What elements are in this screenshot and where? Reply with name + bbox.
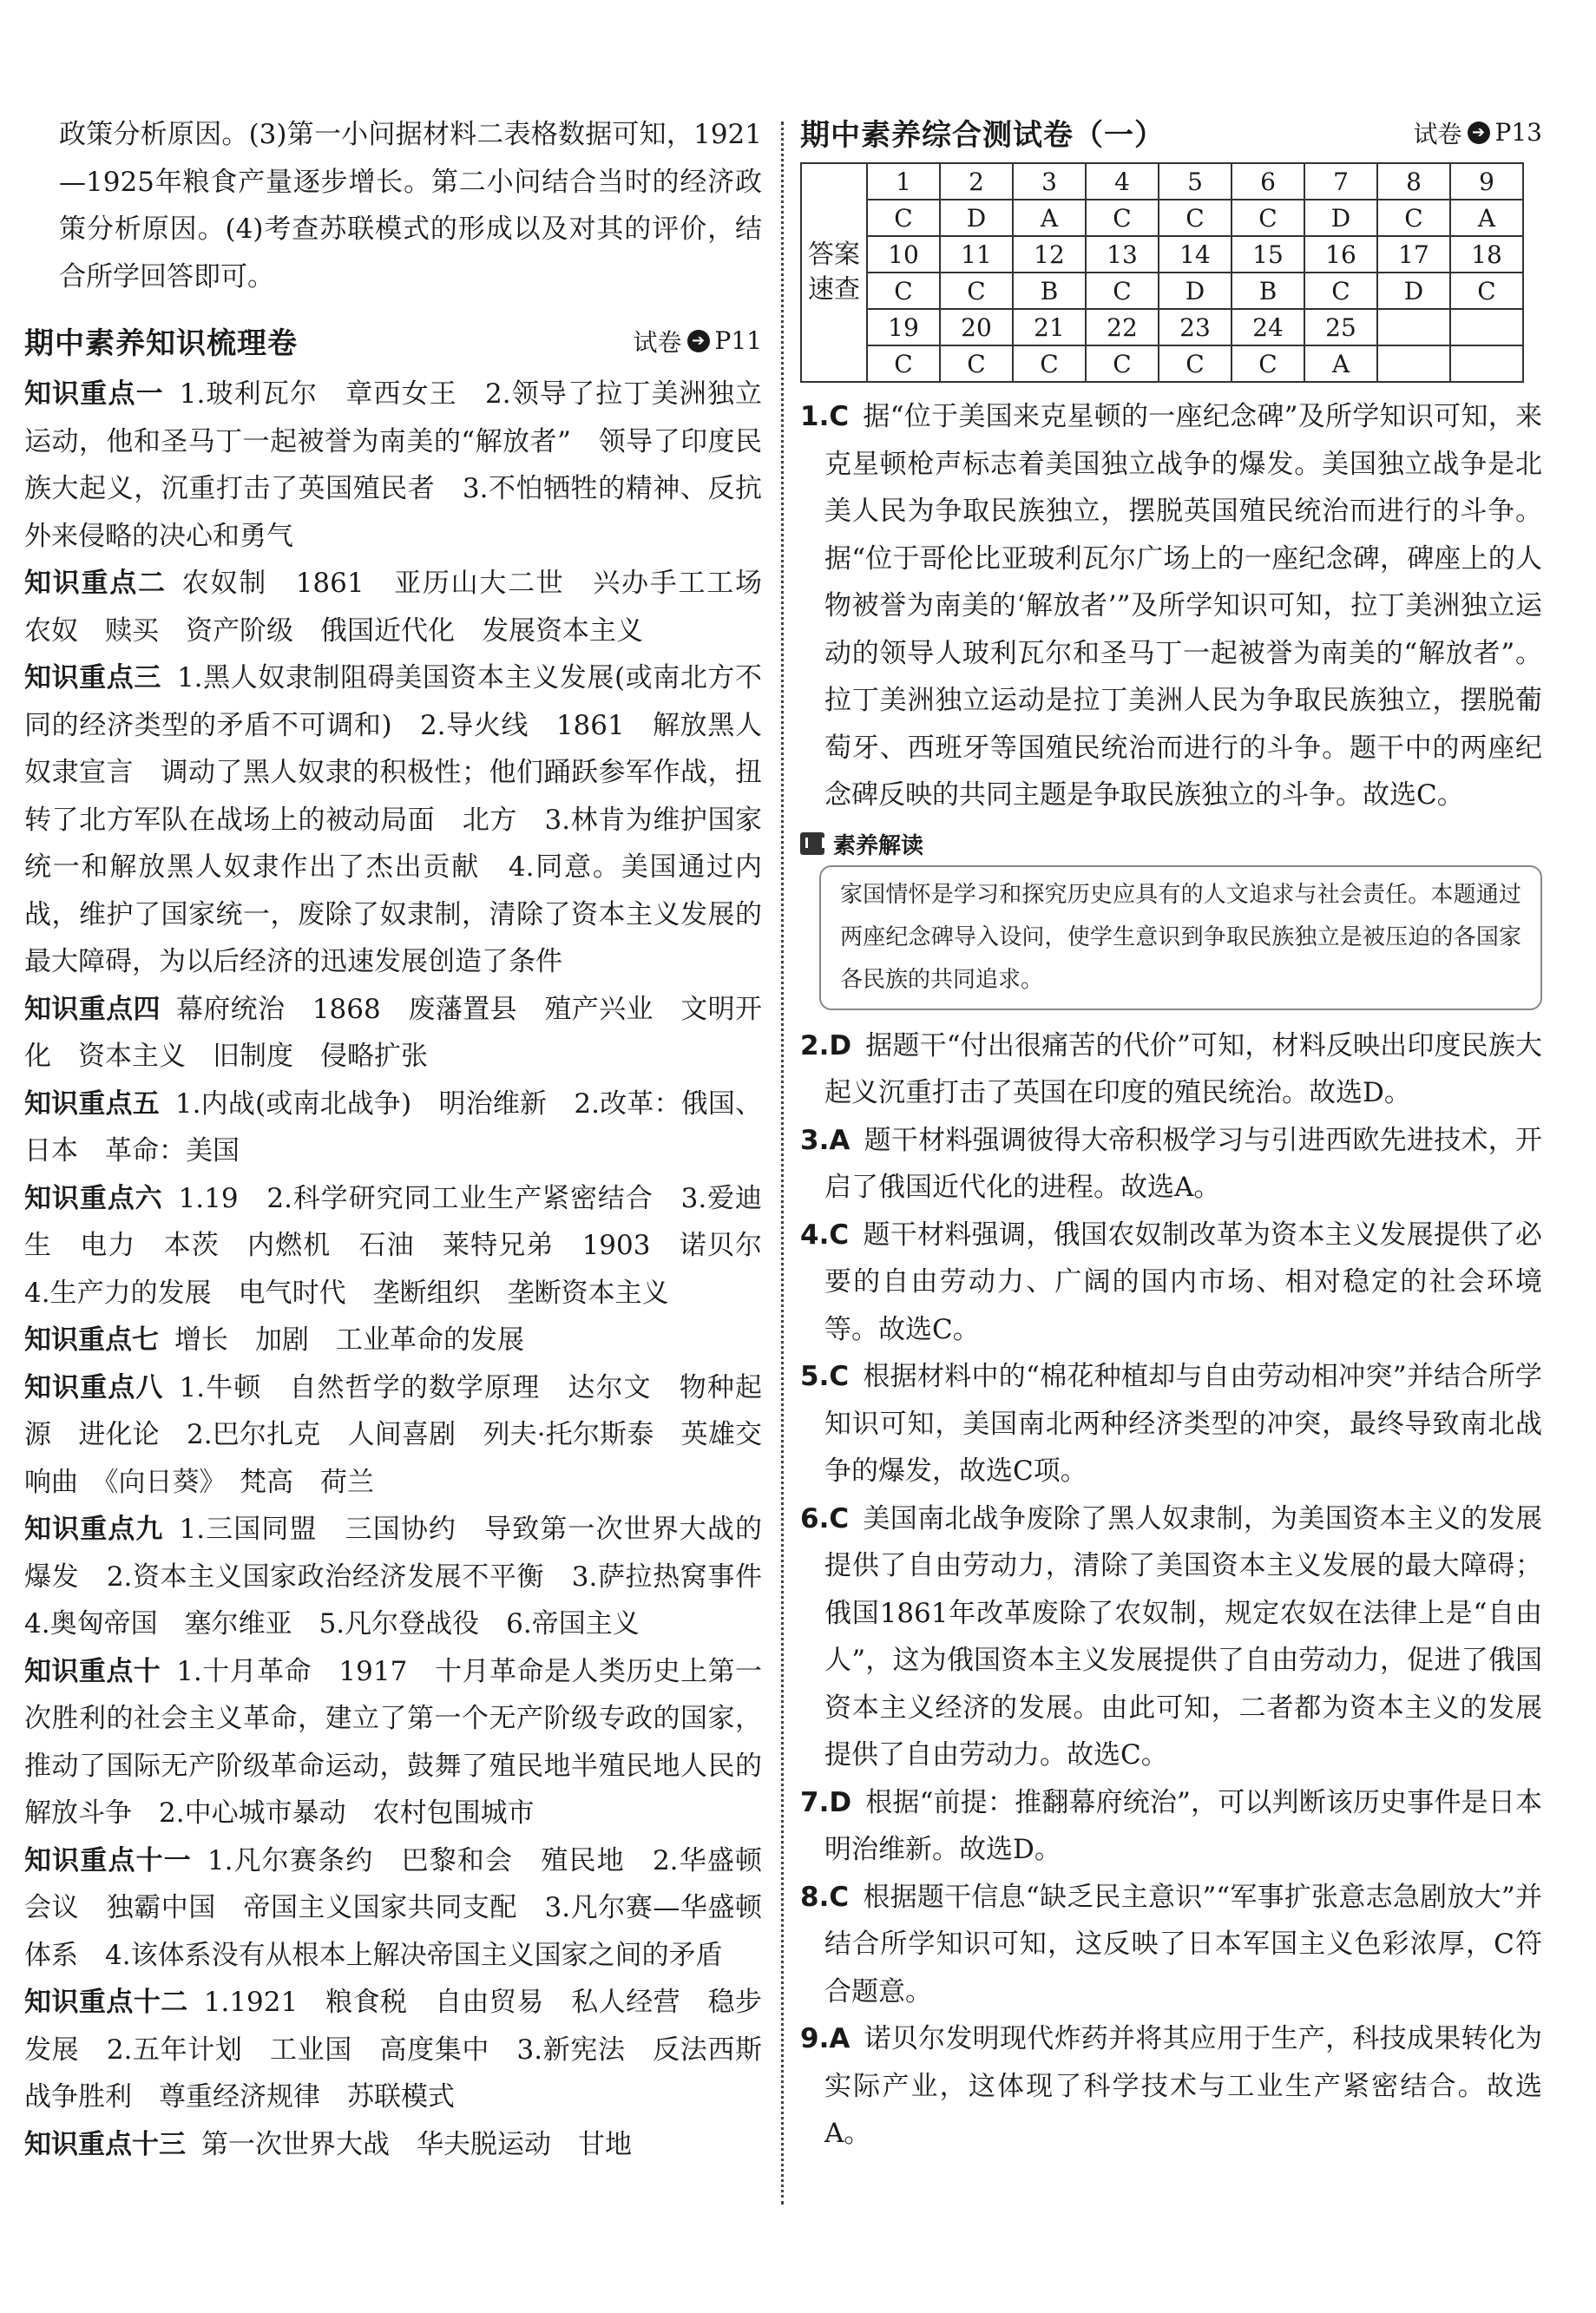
question-label: 5.C xyxy=(800,1361,850,1392)
answer-cell: C xyxy=(1231,200,1304,236)
answer-cell: C xyxy=(867,345,940,382)
answer-explanation xyxy=(800,2015,1542,2158)
right-column xyxy=(800,111,1542,2158)
answer-cell: C xyxy=(1159,345,1231,382)
table-row xyxy=(801,200,1523,236)
answer-cell: C xyxy=(1231,345,1304,382)
knowledge-point-label: 知识重点二 xyxy=(24,568,167,599)
question-number: 9 xyxy=(1450,163,1523,200)
question-number: 12 xyxy=(1013,236,1086,273)
question-number: 19 xyxy=(867,309,940,345)
knowledge-point-text: 第一次世界大战 华夫脱运动 甘地 xyxy=(201,2128,632,2160)
question-number: 15 xyxy=(1231,236,1304,273)
question-number: 16 xyxy=(1304,236,1377,273)
literacy-note-header xyxy=(800,828,1542,860)
knowledge-point-label: 知识重点十一 xyxy=(24,1844,192,1876)
answer-cell: D xyxy=(940,200,1013,236)
section-header-knowledge xyxy=(24,319,762,362)
answer-explanation xyxy=(800,1117,1542,1212)
knowledge-point-text: 1.1921 粮食税 自由贸易 私人经营 稳步发展 2.五年计划 工业国 高度集中 3.新宪法 反法西斯战争胜利 尊重经济规律 苏联模式 xyxy=(24,1987,763,2113)
knowledge-point xyxy=(24,1506,789,1648)
answer-explanation xyxy=(800,1874,1542,2016)
knowledge-point xyxy=(24,1081,762,1175)
answer-cell: D xyxy=(1159,273,1231,309)
answer-table xyxy=(800,162,1524,383)
knowledge-point-text: 1.内战(或南北战争) 明治维新 2.改革：俄国、日本 革命：美国 xyxy=(24,1088,763,1166)
answer-explanation xyxy=(800,1022,1542,1117)
knowledge-point-text: 1.19 2.科学研究同工业生产紧密结合 3.爱迪生 电力 本茨 内燃机 石油 莱特兄弟 1903 诺贝尔 4.生产力的发展 电气时代 垄断组织 垄断资本主义 xyxy=(24,1182,789,1309)
explanation-text: 题干材料强调，俄国农奴制改革为资本主义发展提供了必要的自由劳动力、广阔的国内市场、相对稳定的社会环境等。故选C。 xyxy=(824,1219,1542,1345)
explanation-text: 据题干“付出很痛苦的代价”可知，材料反映出印度民族大起义沉重打击了英国在印度的殖民统治。故选D。 xyxy=(824,1029,1542,1108)
knowledge-point xyxy=(24,2121,762,2169)
question-number: 20 xyxy=(940,309,1013,345)
answer-cell: C xyxy=(1450,273,1523,309)
question-number: 8 xyxy=(1377,163,1450,200)
answer-cell: B xyxy=(1231,273,1304,309)
knowledge-point-label: 知识重点一 xyxy=(24,378,164,410)
answer-cell: C xyxy=(1159,200,1231,236)
knowledge-point-text: 农奴制 1861 亚历山大二世 兴办手工工场 农奴 赎买 资产阶级 俄国近代化 发展资本主义 xyxy=(24,568,790,647)
literacy-note-text: 家国情怀是学习和探究历史应具有的人文追求与社会责任。本题通过两座纪念碑导入设问，使学生意识到争取民族独立是被压迫的各国家各民族的共同追求。 xyxy=(840,881,1521,993)
knowledge-point-label: 知识重点十二 xyxy=(24,1987,188,2018)
answer-explanation xyxy=(800,1495,1542,1779)
column-divider xyxy=(781,122,784,2205)
question-label: 1.C xyxy=(800,401,850,432)
question-label: 3.A xyxy=(800,1124,851,1156)
page-ref-label: 试卷 xyxy=(1413,119,1462,148)
question-number: 4 xyxy=(1086,163,1159,200)
answer-cell: C xyxy=(1086,200,1159,236)
question-number: 22 xyxy=(1086,309,1159,345)
question-number: 24 xyxy=(1231,309,1304,345)
left-column xyxy=(24,111,790,2168)
question-number: 25 xyxy=(1304,309,1377,345)
arrow-right-icon: ➔ xyxy=(1468,122,1490,144)
intro-paragraph: 政策分析原因。(3)第一小问据材料二表格数据可知，1921—1925年粮食产量逐步增长。第二小问结合当时的经济政策分析原因。(4)考查苏联模式的形成以及对其的评价，结合所学回答即可。 xyxy=(59,119,762,292)
knowledge-point-label: 知识重点六 xyxy=(24,1182,163,1214)
question-number: 17 xyxy=(1377,236,1450,273)
question-label: 4.C xyxy=(800,1219,850,1251)
answer-cell: C xyxy=(1377,200,1450,236)
knowledge-point xyxy=(24,654,762,986)
book-icon xyxy=(800,832,824,855)
explanation-text: 根据“前提：推翻幕府统治”，可以判断该历史事件是日本明治维新。故选D。 xyxy=(824,1786,1542,1865)
answer-explanation xyxy=(800,1212,1542,1354)
table-row xyxy=(801,236,1523,273)
answer-cell: A xyxy=(1304,345,1377,382)
question-number: 23 xyxy=(1159,309,1231,345)
question-number: 10 xyxy=(867,236,940,273)
section-page-ref xyxy=(1414,115,1542,150)
table-row xyxy=(801,273,1523,309)
answer-cell: C xyxy=(1013,345,1086,382)
answer-cell: B xyxy=(1013,273,1086,309)
answer-cell: D xyxy=(1377,273,1450,309)
section-title: 期中素养综合测试卷（一） xyxy=(800,118,1165,153)
knowledge-point-list xyxy=(24,371,790,2168)
knowledge-point-label: 知识重点十三 xyxy=(24,2128,186,2160)
question-number: 6 xyxy=(1231,163,1304,200)
answer-cell: D xyxy=(1304,200,1377,236)
section-title: 期中素养知识梳理卷 xyxy=(24,326,298,361)
section-page-ref xyxy=(634,324,762,358)
knowledge-point-text: 1.三国同盟 三国协约 导致第一次世界大战的爆发 2.资本主义国家政治经济发展不平衡 3.萨拉热窝事件 4.奥匈帝国 塞尔维亚 5.凡尔登战役 6.帝国主义 xyxy=(24,1514,789,1639)
knowledge-point-label: 知识重点九 xyxy=(24,1514,164,1545)
answer-cell: C xyxy=(1086,345,1159,382)
knowledge-point-label: 知识重点三 xyxy=(24,662,161,693)
knowledge-point-text: 增长 加剧 工业革命的发展 xyxy=(174,1324,524,1356)
knowledge-point-text: 1.凡尔赛条约 巴黎和会 殖民地 2.华盛顿会议 独霸中国 帝国主义国家共同支配 3.凡尔赛—华盛顿体系 4.该体系没有从根本上解决帝国主义国家之间的矛盾 xyxy=(24,1844,762,1971)
knowledge-point-label: 知识重点十 xyxy=(24,1655,161,1687)
question-number: 14 xyxy=(1159,236,1231,273)
literacy-note-title: 素养解读 xyxy=(833,832,924,859)
knowledge-point xyxy=(24,986,762,1081)
question-number: 5 xyxy=(1159,163,1231,200)
question-label: 7.D xyxy=(800,1786,852,1818)
knowledge-point-label: 知识重点五 xyxy=(24,1088,160,1120)
table-row xyxy=(801,345,1523,382)
knowledge-point xyxy=(24,1364,762,1507)
question-label: 9.A xyxy=(800,2023,851,2054)
answer-cell: C xyxy=(867,200,940,236)
answer-explanation xyxy=(800,1779,1542,1874)
knowledge-point xyxy=(24,1175,789,1317)
question-number: 3 xyxy=(1013,163,1086,200)
explanation-text: 据“位于美国来克星顿的一座纪念碑”及所学知识可知，来克星顿枪声标志着美国独立战争的爆发。美国独立战争是北美人民为争取民族独立，摆脱英国殖民统治而进行的斗争。据“位于哥伦比亚玻利瓦尔广场上的一座纪念碑，碑座上的人物被誉为南美的‘解放者’”及所学知识可知，拉丁美洲独立运动的领导人玻利瓦尔和圣马丁一起被誉为南美的“解放者”。拉丁美洲独立运动是拉丁美洲人民为争取民族独立，摆脱葡萄牙、西班牙等国殖民统治而进行的斗争。题干中的两座纪念碑反映的共同主题是争取民族独立的斗争。故选C。 xyxy=(824,401,1542,811)
explanation-text: 根据材料中的“棉花种植却与自由劳动相冲突”并结合所学知识可知，美国南北两种经济类型的冲突，最终导致南北战争的爆发，故选C项。 xyxy=(824,1361,1542,1487)
knowledge-point-text: 1.黑人奴隶制阻碍美国资本主义发展(或南北方不同的经济类型的矛盾不可调和) 2.导火线 1861 解放黑人奴隶宣言 调动了黑人奴隶的积极性；他们踊跃参军作战，扭转了北方军队在战场上的被动局面 北方 3.林肯为维护国家统一和解放黑人奴隶作出了杰出贡献 4.同意。美国通过内战，维护了国家统一，废除了奴隶制，清除了资本主义发展的最大障碍，为以后经济的迅速发展创造了条件 xyxy=(24,662,763,977)
answer-explanation xyxy=(800,393,1542,819)
knowledge-point-label: 知识重点四 xyxy=(24,993,161,1025)
table-row xyxy=(801,163,1523,200)
question-number: 18 xyxy=(1450,236,1523,273)
knowledge-point xyxy=(24,1648,762,1837)
knowledge-point-text: 1.十月革命 1917 十月革命是人类历史上第一次胜利的社会主义革命，建立了第一个无产阶级专政的国家，推动了国际无产阶级革命运动，鼓舞了殖民地半殖民地人民的解放斗争 2.中心城市暴动 农村包围城市 xyxy=(24,1655,763,1829)
question-number: 11 xyxy=(940,236,1013,273)
question-number xyxy=(1377,309,1450,345)
question-number xyxy=(1450,309,1523,345)
knowledge-point xyxy=(24,1837,762,1980)
question-number: 21 xyxy=(1013,309,1086,345)
knowledge-point-label: 知识重点八 xyxy=(24,1371,164,1403)
answer-cell: C xyxy=(1304,273,1377,309)
section-header-test xyxy=(800,111,1542,154)
answer-cell: C xyxy=(940,345,1013,382)
explanation-text: 根据题干信息“缺乏民主意识”“军事扩张意志急剧放大”并结合所学知识可知，这反映了日本军国主义色彩浓厚，C符合题意。 xyxy=(824,1881,1542,2007)
page-ref-number: P11 xyxy=(714,326,762,355)
arrow-right-icon: ➔ xyxy=(687,330,710,352)
question-label: 2.D xyxy=(800,1029,852,1061)
answer-cell: C xyxy=(940,273,1013,309)
explanation-text: 题干材料强调彼得大帝积极学习与引进西欧先进技术，开启了俄国近代化的进程。故选A。 xyxy=(824,1124,1542,1203)
question-number: 7 xyxy=(1304,163,1377,200)
answer-cell xyxy=(1450,345,1523,382)
knowledge-point-text: 1.玻利瓦尔 章西女王 2.领导了拉丁美洲独立运动，他和圣马丁一起被誉为南美的“解放者” 领导了印度民族大起义，沉重打击了英国殖民者 3.不怕牺牲的精神、反抗外来侵略的决心和勇气 xyxy=(24,378,763,552)
knowledge-point-text: 1.牛顿 自然哲学的数学原理 达尔文 物种起源 进化论 2.巴尔扎克 人间喜剧 列夫·托尔斯泰 英雄交响曲 《向日葵》 梵高 荷兰 xyxy=(24,1371,762,1498)
answer-cell: C xyxy=(1086,273,1159,309)
literacy-note-box xyxy=(819,865,1542,1010)
answer-table-label: 答案速查 xyxy=(801,163,867,382)
question-number: 2 xyxy=(940,163,1013,200)
question-label: 6.C xyxy=(800,1502,850,1534)
knowledge-point-label: 知识重点七 xyxy=(24,1324,159,1356)
question-number: 13 xyxy=(1086,236,1159,273)
table-row xyxy=(801,309,1523,345)
answer-cell: A xyxy=(1450,200,1523,236)
knowledge-point xyxy=(24,1317,762,1364)
answer-cell: C xyxy=(867,273,940,309)
question-label: 8.C xyxy=(800,1881,850,1913)
knowledge-point xyxy=(24,1979,762,2121)
question-number: 1 xyxy=(867,163,940,200)
explanation-text: 诺贝尔发明现代炸药并将其应用于生产，科技成果转化为实际产业，这体现了科学技术与工业生产紧密结合。故选A。 xyxy=(824,2023,1542,2149)
knowledge-point-text: 幕府统治 1868 废藩置县 殖产兴业 文明开化 资本主义 旧制度 侵略扩张 xyxy=(24,993,763,1072)
page-ref-number: P13 xyxy=(1494,118,1542,147)
explanation-text: 美国南北战争废除了黑人奴隶制，为美国资本主义的发展提供了自由劳动力，清除了美国资本主义发展的最大障碍；俄国1861年改革废除了农奴制，规定农奴在法律上是“自由人”，这为俄国资本主义发展提供了自由劳动力，促进了俄国资本主义经济的发展。由此可知，二者都为资本主义的发展提供了自由劳动力。故选C。 xyxy=(824,1502,1542,1771)
answer-cell: A xyxy=(1013,200,1086,236)
answer-cell xyxy=(1377,345,1450,382)
knowledge-point xyxy=(24,560,790,654)
knowledge-point xyxy=(24,371,762,560)
page-ref-label: 试卷 xyxy=(633,327,682,357)
answer-explanation xyxy=(800,1353,1542,1495)
